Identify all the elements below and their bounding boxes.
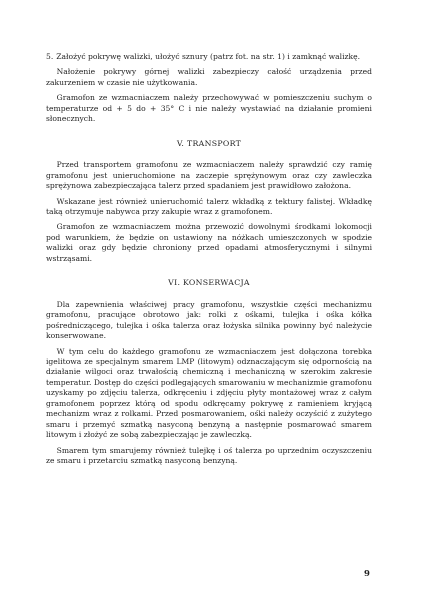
page-content bbox=[46, 52, 372, 467]
paragraph: Wskazane jest również unieruchomić talerz wkładką z tektury falistej. Wkładkę taką otrzymuje nabywca przy zakupie wraz z gramofonem. bbox=[46, 196, 372, 216]
paragraph: Gramofon ze wzmacniaczem można przewozić dowolnymi środkami lokomocji pod warunkiem, że będzie on ustawiony na nóżkach umieszczonych w spodzie walizki oraz gdy będzie chroniony przed opadami atmosferycznymi i silnymi wstrząsami. bbox=[46, 222, 372, 263]
list-item-number: 5. bbox=[46, 52, 54, 61]
page-number: 9 bbox=[364, 569, 370, 579]
paragraph: W tym celu do każdego gramofonu ze wzmacniaczem jest dołączona torebka igelitowa ze specjalnym smarem LMP (litowym) odznaczającym się odpornością na działanie wilgoci oraz trwałością chemiczną i mechaniczną w szerokim zakresie temperatur. Dostęp do części podlegających smarowaniu w mechanizmie gramofonu uzyskamy po zdjęciu talerza, odkręceniu i zdjęciu płyty montażowej wraz z całym gramofonem poprzez którą od spodu odkręcamy pokrywę z ramieniem kryjącą mechanizm wraz z rolkami. Przed posmarowaniem, ośki należy oczyścić z zużytego smaru i przemyć szmatką nasyconą benzyną a następnie posmarować smarem litowym i złożyć ze sobą zabezpieczając je zawleczką. bbox=[46, 346, 372, 440]
paragraph: Gramofon ze wzmacniaczem należy przechowywać w pomieszczeniu suchym o temperaturze od + 5 do + 35° C i nie należy wystawiać na działanie promieni słonecznych. bbox=[46, 93, 372, 124]
list-item-text: Założyć pokrywę walizki, ułożyć sznury (patrz fot. na str. 1) i zamknąć walizkę. bbox=[56, 52, 361, 61]
paragraph: Dla zapewnienia właściwej pracy gramofonu, wszystkie części mechanizmu gramofonu, pracujące obrotowo jak: rolki z ośkami, tulejka i ośka kółka pośredniczącego, tulejka i ośka talerza oraz łożyska silnika powinny być należycie konserwowane. bbox=[46, 299, 372, 341]
paragraph: Nałożenie pokrywy górnej walizki zabezpieczy całość urządzenia przed zakurzeniem w czasie nie użytkowania. bbox=[46, 67, 372, 87]
list-item-5 bbox=[46, 52, 372, 62]
paragraph: Smarem tym smarujemy również tulejkę i oś talerza po uprzednim oczyszczeniu ze smaru i przetarciu szmatką nasyconą benzyną. bbox=[46, 445, 372, 466]
section-heading-transport: V. TRANSPORT bbox=[176, 138, 242, 148]
paragraph: Przed transportem gramofonu ze wzmacniaczem należy sprawdzić czy ramię gramofonu jest unieruchomione na zaczepie sprężynowym oraz czy zawleczka sprężynowa zabezpieczająca talerz przed spadaniem jest prawidłowo założona. bbox=[46, 160, 372, 191]
section-heading-konserwacja: VI. KONSERWACJA bbox=[168, 278, 250, 288]
